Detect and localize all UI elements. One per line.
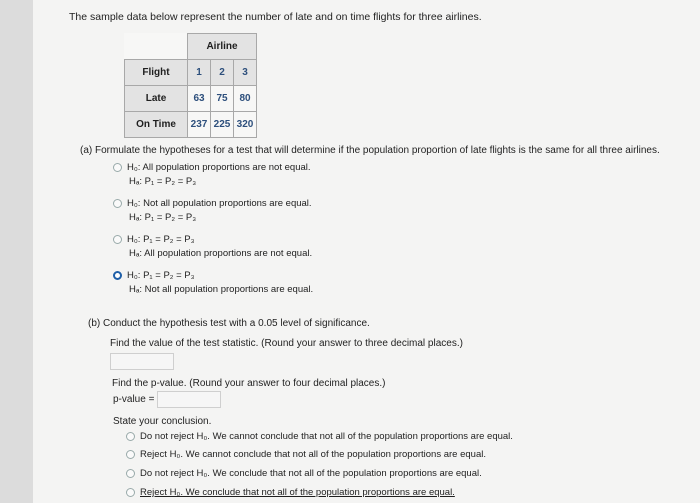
airline-header: Airline (188, 34, 257, 60)
row-label-late: Late (125, 86, 188, 112)
conclusion-option-2[interactable] (126, 449, 486, 460)
airline-number-1: 1 (188, 60, 211, 86)
hypothesis-option-4[interactable] (113, 270, 313, 298)
conclusion-option-1[interactable] (126, 431, 513, 442)
airline-data-table (124, 33, 257, 138)
p-value-prompt: Find the p-value. (Round your answer to four decimal places.) (112, 378, 386, 389)
table-row (125, 112, 257, 138)
hypothesis-option-1[interactable] (113, 162, 311, 190)
option-4-h0: H₀: P₁ = P₂ = P₃ (127, 270, 195, 281)
conclusion-4-text: Reject H₀. We conclude that not all of the population proportions are equal. (140, 487, 455, 498)
table-cell: 237 (188, 112, 211, 138)
table-cell: 320 (234, 112, 257, 138)
part-a-prefix: (a) (80, 145, 93, 156)
hypothesis-option-3[interactable] (113, 234, 312, 262)
conclusion-option-3[interactable] (126, 468, 482, 479)
table-corner (125, 34, 188, 60)
table-cell: 63 (188, 86, 211, 112)
option-4-ha: Hₐ: Not all population proportions are equal. (129, 284, 314, 295)
table-row (125, 86, 257, 112)
radio-button-selected[interactable] (113, 271, 122, 280)
radio-button[interactable] (126, 488, 135, 497)
option-3-h0: H₀: P₁ = P₂ = P₃ (127, 234, 195, 245)
conclusion-option-4[interactable] (126, 487, 455, 498)
radio-button[interactable] (126, 469, 135, 478)
flight-label: Flight (125, 60, 188, 86)
conclusion-prompt: State your conclusion. (113, 416, 212, 427)
p-value-input[interactable] (157, 391, 221, 408)
radio-button[interactable] (126, 450, 135, 459)
table-cell: 225 (211, 112, 234, 138)
table-cell: 75 (211, 86, 234, 112)
radio-button[interactable] (113, 199, 122, 208)
option-1-ha: Hₐ: P₁ = P₂ = P₃ (129, 176, 197, 187)
intro-text: The sample data below represent the number of late and on time flights for three airlines. (69, 11, 482, 23)
option-2-ha: Hₐ: P₁ = P₂ = P₃ (129, 212, 197, 223)
part-a-question (80, 145, 660, 156)
option-2-h0: H₀: Not all population proportions are equal. (127, 198, 312, 209)
table-cell: 80 (234, 86, 257, 112)
p-value-label: p-value = (113, 394, 155, 405)
airline-number-2: 2 (211, 60, 234, 86)
test-statistic-prompt: Find the value of the test statistic. (Round your answer to three decimal places.) (110, 338, 463, 349)
part-b-prefix: (b) (88, 318, 101, 329)
conclusion-3-text: Do not reject H₀. We conclude that not all of the population proportions are equal. (140, 468, 482, 479)
part-b-text: Conduct the hypothesis test with a 0.05 level of significance. (103, 318, 370, 329)
option-3-ha: Hₐ: All population proportions are not equal. (129, 248, 313, 259)
conclusion-1-text: Do not reject H₀. We cannot conclude that not all of the population proportions are equal. (140, 431, 513, 442)
test-statistic-input[interactable] (110, 353, 174, 370)
left-margin-strip (0, 0, 33, 503)
radio-button[interactable] (113, 235, 122, 244)
row-label-on-time: On Time (125, 112, 188, 138)
radio-button[interactable] (113, 163, 122, 172)
option-1-h0: H₀: All population proportions are not equal. (127, 162, 311, 173)
hypothesis-option-2[interactable] (113, 198, 312, 226)
airline-number-3: 3 (234, 60, 257, 86)
part-b-question (88, 318, 370, 329)
part-a-text: Formulate the hypotheses for a test that will determine if the population proportion of late flights is the same for all three airlines. (95, 145, 660, 156)
radio-button[interactable] (126, 432, 135, 441)
conclusion-2-text: Reject H₀. We cannot conclude that not all of the population proportions are equal. (140, 449, 486, 460)
